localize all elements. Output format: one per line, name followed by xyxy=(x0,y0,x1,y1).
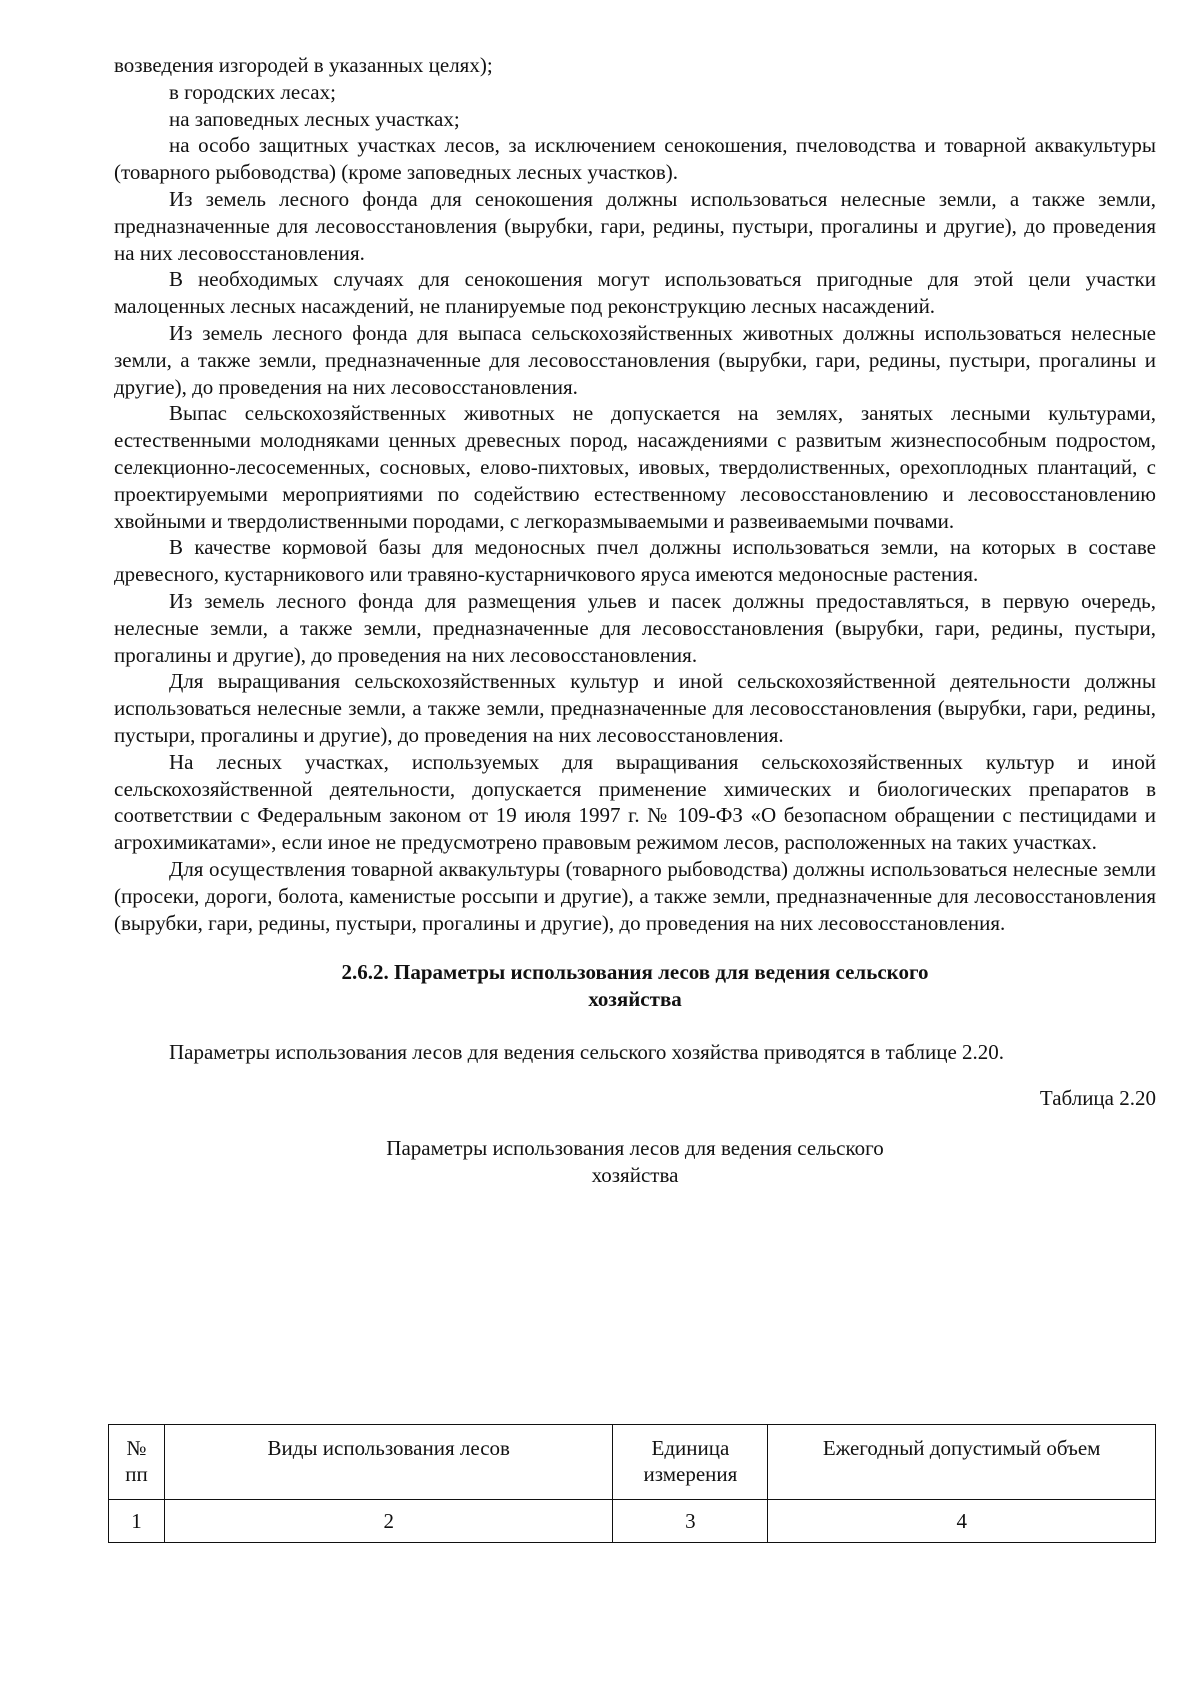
table-title-line: хозяйства xyxy=(591,1163,679,1188)
header-number xyxy=(109,1425,165,1500)
paragraph: возведения изгородей в указанных целях); xyxy=(114,53,493,77)
header-unit-line: Единица xyxy=(651,1436,730,1460)
table-caption: Таблица 2.20 xyxy=(1039,1085,1156,1110)
section-heading xyxy=(114,959,1156,1013)
column-number-cell: 3 xyxy=(613,1500,768,1543)
table-title-line: Параметры использования лесов для ведения сельского xyxy=(386,1136,884,1161)
paragraph: Из земель лесного фонда для сенокошения должны использоваться нелесные земли, а также земли, предназначенные для лесовосстановления (вырубки, гари, редины, пустыри, прогалины и другие), до проведения на них лесовосстановления. xyxy=(114,186,1156,265)
body-text xyxy=(114,52,1156,936)
parameters-table xyxy=(108,1424,1156,1543)
paragraph: Выпас сельскохозяйственных животных не допускается на землях, занятых лесными культурами, естественными молодняками ценных древесных пород, насаждениями с развитым жизнеспособным подростом, селекционно-лесосеменных, сосновых, елово-пихтовых, ивовых, твердолиственных, орехоплодных плантаций, с проектируемыми мероприятиями по содействию естественному лесовосстановлению и лесовосстановлению хвойными и твердолиственными породами, с легкоразмываемыми и развеиваемыми почвами. xyxy=(114,401,1156,533)
column-number-cell: 2 xyxy=(164,1500,613,1543)
header-annual-volume: Ежегодный допустимый объем xyxy=(768,1425,1156,1500)
table-row xyxy=(109,1500,1156,1543)
paragraph: В качестве кормовой базы для медоносных пчел должны использоваться земли, на которых в составе древесного, кустарникового или травяно-кустарничкового яруса имеются медоносные растения. xyxy=(114,535,1156,587)
table-header-row xyxy=(109,1425,1156,1500)
paragraph: на заповедных лесных участках; xyxy=(169,106,460,131)
column-number-cell: 1 xyxy=(109,1500,165,1543)
column-number-cell: 4 xyxy=(768,1500,1156,1543)
section-heading-line: хозяйства xyxy=(588,987,682,1012)
paragraph: Из земель лесного фонда для размещения ульев и пасек должны предоставляться, в первую очередь, нелесные земли, а также земли, предназначенные для лесовосстановления (вырубки, гари, редины, пустыри, прогалины и другие), до проведения на них лесовосстановления. xyxy=(114,588,1156,667)
section-heading-line: 2.6.2. Параметры использования лесов для ведения сельского xyxy=(341,960,929,985)
paragraph: Из земель лесного фонда для выпаса сельскохозяйственных животных должны использоваться нелесные земли, а также земли, предназначенные для лесовосстановления (вырубки, гари, редины, пустыри, прогалины и другие), до проведения на них лесовосстановления. xyxy=(114,320,1156,399)
paragraph: В необходимых случаях для сенокошения могут использоваться пригодные для этой цели участки малоценных лесных насаждений, не планируемые под реконструкцию лесных насаждений. xyxy=(114,267,1156,319)
paragraph: в городских лесах; xyxy=(169,79,336,104)
document-page xyxy=(114,52,1156,1189)
paragraph: на особо защитных участках лесов, за исключением сенокошения, пчеловодства и товарной аквакультуры (товарного рыбоводства) (кроме заповедных лесных участков). xyxy=(114,133,1156,185)
header-usage-types: Виды использования лесов xyxy=(164,1425,613,1500)
section-intro: Параметры использования лесов для ведения сельского хозяйства приводятся в таблице 2.20. xyxy=(169,1039,1005,1064)
header-number-line: пп xyxy=(125,1462,148,1486)
header-unit-line: измерения xyxy=(643,1462,738,1486)
header-number-line: № xyxy=(126,1436,147,1460)
header-unit xyxy=(613,1425,768,1500)
paragraph: Для осуществления товарной аквакультуры (товарного рыбоводства) должны использоваться нелесные земли (просеки, дороги, болота, каменистые россыпи и другие), а также земли, предназначенные для лесовосстановления (вырубки, гари, редины, пустыри, прогалины и другие), до проведения на них лесовосстановления. xyxy=(114,856,1156,935)
table-title xyxy=(114,1135,1156,1189)
paragraph: Для выращивания сельскохозяйственных культур и иной сельскохозяйственной деятельности должны использоваться нелесные земли, а также земли, предназначенные для лесовосстановления (вырубки, гари, редины, пустыри, прогалины и другие), до проведения на них лесовосстановления. xyxy=(114,669,1156,747)
paragraph: На лесных участках, используемых для выращивания сельскохозяйственных культур и иной сельскохозяйственной деятельности, допускается применение химических и биологических препаратов в соответствии с Федеральным законом от 19 июля 1997 г. № 109-ФЗ «О безопасном обращении с пестицидами и агрохимикатами», если иное не предусмотрено правовым режимом лесов, расположенных на таких участках. xyxy=(114,749,1156,855)
